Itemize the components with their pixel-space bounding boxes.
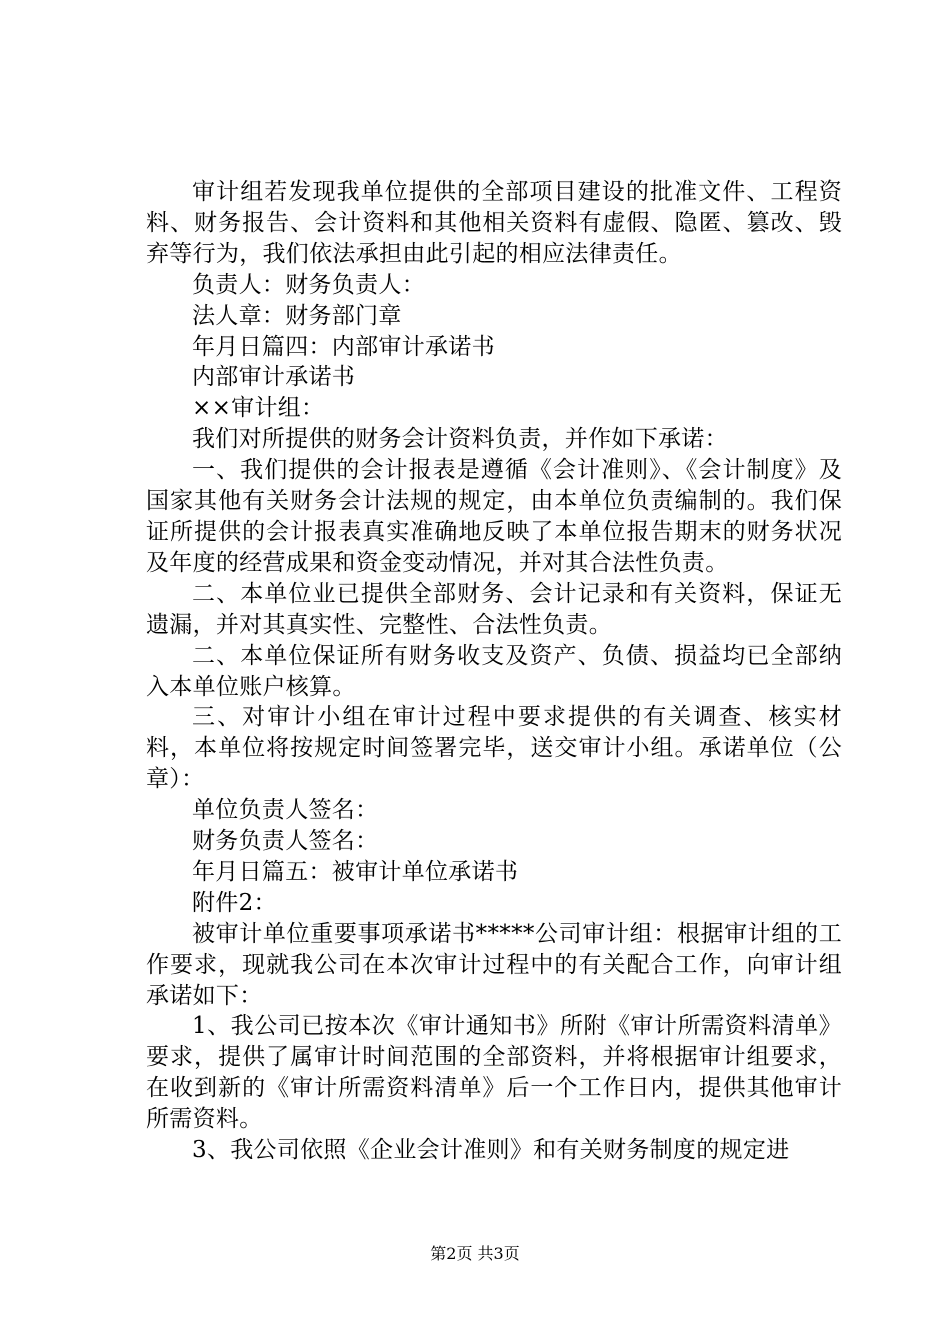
paragraph-attachment-label: 附件2： <box>192 889 277 916</box>
paragraph-commitment-intro: 我们对所提供的财务会计资料负责，并作如下承诺： <box>192 426 728 453</box>
paragraph-audit-group-salutation: ××审计组： <box>192 395 325 422</box>
paragraph-commitment-one: 一、我们提供的会计报表是遵循《会计准则》、《会计制度》及国家其他有关财务会计法规的规定，由本单位负责编制的。我们保证所提供的会计报表真实准确地反映了本单位报告期末的财务状况及年度的经营成果和资金变动情况，并对其合法性负责。 <box>146 457 842 576</box>
paragraph-commitment-two: 二、本单位业已提供全部财务、会计记录和有关资料，保证无遗漏，并对其真实性、完整性、合法性负责。 <box>146 580 842 638</box>
paragraph-commitment-three: 三、对审计小组在审计过程中要求提供的有关调查、核实材料，本单位将按规定时间签署完毕，送交审计小组。承诺单位（公章）： <box>146 704 842 793</box>
paragraph-internal-audit-title: 内部审计承诺书 <box>192 364 356 391</box>
paragraph-important-matters-intro: 被审计单位重要事项承诺书*****公司审计组：根据审计组的工作要求，现就我公司在本次审计过程中的有关配合工作，向审计组承诺如下： <box>146 920 842 1009</box>
paragraph-item-three: 3、我公司依照《企业会计准则》和有关财务制度的规定进 <box>192 1137 790 1164</box>
paragraph-item-one: 1、我公司已按本次《审计通知书》所附《审计所需资料清单》要求，提供了属审计时间范围的全部资料，并将根据审计组要求，在收到新的《审计所需资料清单》后一个工作日内，提供其他审计所需资料。 <box>146 1013 842 1133</box>
paragraph-responsible-persons: 负责人：财务负责人： <box>192 271 425 298</box>
paragraph-seals: 法人章：财务部门章 <box>192 302 402 329</box>
page-footer <box>0 1244 950 1264</box>
paragraph-date-chapter-five: 年月日篇五：被审计单位承诺书 <box>192 858 519 885</box>
paragraph-audit-liability: 审计组若发现我单位提供的全部项目建设的批准文件、工程资料、财务报告、会计资料和其他相关资料有虚假、隐匿、篡改、毁弃等行为，我们依法承担由此引起的相应法律责任。 <box>146 179 842 267</box>
paragraph-date-chapter-four: 年月日篇四：内部审计承诺书 <box>192 333 495 360</box>
paragraph-commitment-two-b: 二、本单位保证所有财务收支及资产、负债、损益均已全部纳入本单位账户核算。 <box>146 642 842 700</box>
paragraph-unit-head-signature: 单位负责人签名： <box>192 797 379 824</box>
page-number-label: 第2页 共3页 <box>430 1244 520 1263</box>
document-body <box>146 177 842 1166</box>
paragraph-finance-head-signature: 财务负责人签名： <box>192 828 379 855</box>
